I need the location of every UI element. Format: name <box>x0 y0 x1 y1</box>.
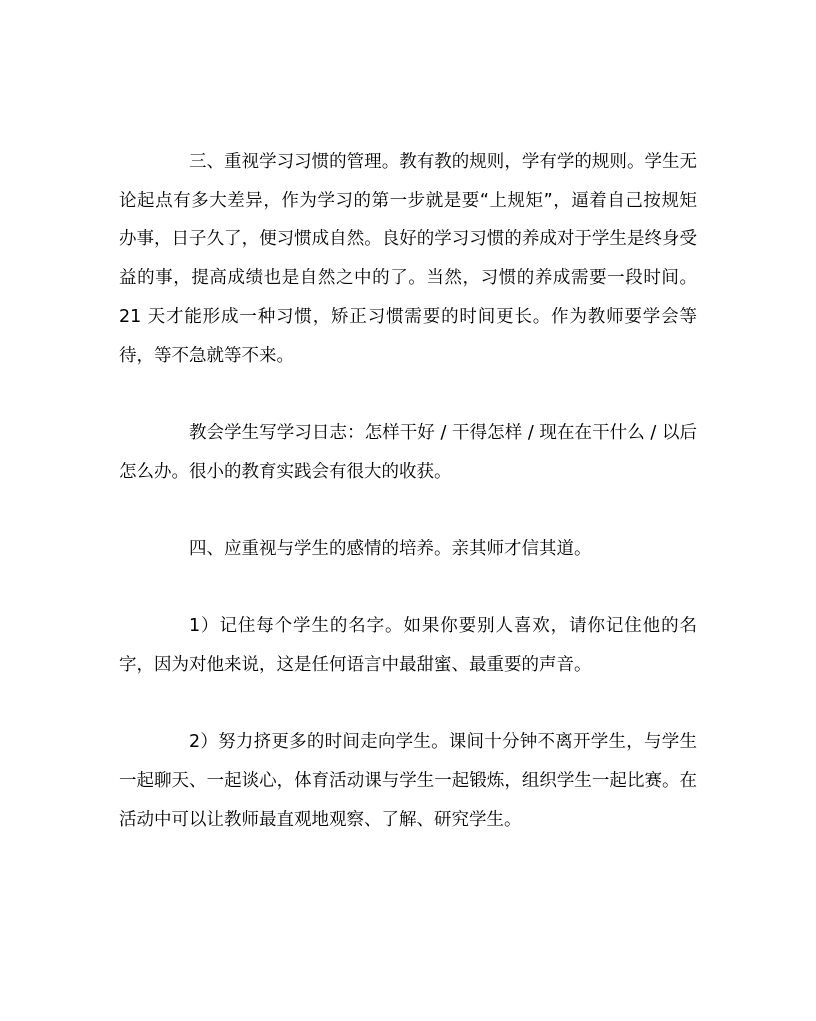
paragraph-point-1: 1）记住每个学生的名字。如果你要别人喜欢，请你记住他的名字，因为对他来说，这是任何语言中最甜蜜、最重要的声音。 <box>119 616 697 676</box>
paragraph-gap <box>119 491 697 530</box>
paragraph-gap <box>119 685 697 724</box>
paragraph-point-2: 2）努力挤更多的时间走向学生。课间十分钟不离开学生，与学生一起聊天、一起谈心，体育活动课与学生一起锻炼，组织学生一起比赛。在活动中可以让教师最直观地观察、了解、研究学生。 <box>119 732 697 830</box>
paragraph-study-log: 教会学生写学习日志：怎样干好 / 干得怎样 / 现在在干什么 / 以后怎么办。很小的教育实践会有很大的收获。 <box>119 422 697 482</box>
paragraph-gap <box>119 569 697 608</box>
paragraph-section-3: 三、重视学习习惯的管理。教有教的规则，学有学的规则。学生无论起点有多大差异，作为学习的第一步就是要“上规矩”，逼着自己按规矩办事，日子久了，便习惯成自然。良好的学习习惯的养成对于学生是终身受益的事，提高成绩也是自然之中的了。当然，习惯的养成需要一段时间。21 天才能形成一种习惯，矫正习惯需要的时间更长。作为教师要学会等待，等不急就等不来。 <box>119 152 697 366</box>
document-body <box>119 143 697 840</box>
paragraph-section-4: 四、应重视与学生的感情的培养。亲其师才信其道。 <box>189 539 592 559</box>
paragraph-gap <box>119 375 697 414</box>
